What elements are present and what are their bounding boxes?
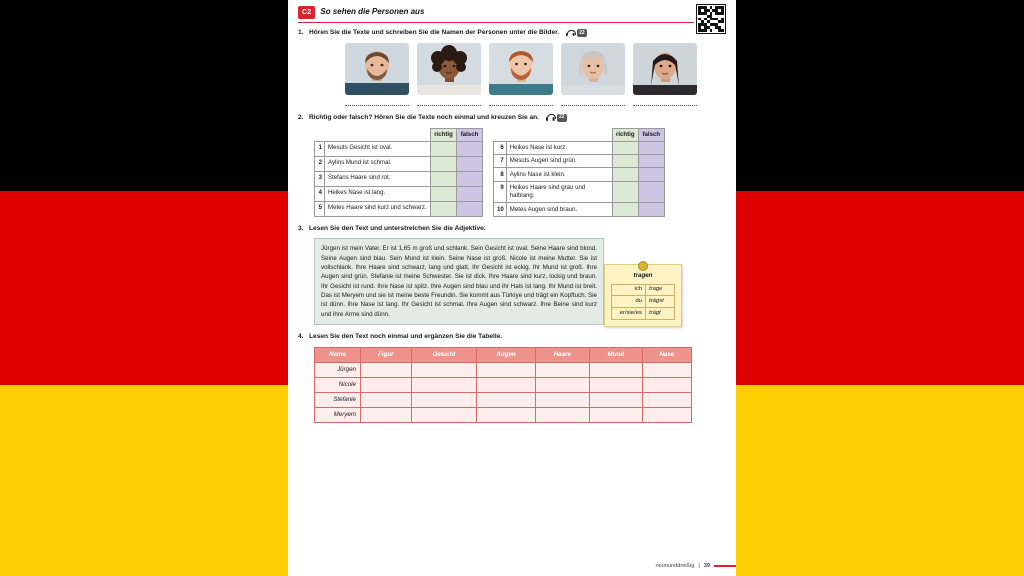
checkbox-richtig[interactable] — [612, 181, 638, 202]
name-blank-4[interactable] — [561, 98, 625, 106]
table-row — [315, 392, 692, 407]
checkbox-richtig[interactable] — [612, 155, 638, 168]
row-label-stefanie: Stefanie — [315, 392, 361, 407]
checkbox-richtig[interactable] — [612, 141, 638, 154]
table-row — [494, 168, 665, 181]
table-row — [612, 308, 675, 320]
task-2-audio[interactable] — [546, 114, 567, 122]
row-number: 10 — [494, 203, 507, 216]
cell-figur[interactable] — [361, 362, 412, 377]
task-2-number: 2. — [298, 113, 304, 121]
table-row — [315, 156, 483, 171]
cell-augen[interactable] — [477, 362, 535, 377]
table-row — [315, 171, 483, 186]
table-row — [494, 155, 665, 168]
cell-nase[interactable] — [642, 392, 691, 407]
cell-figur[interactable] — [361, 377, 412, 392]
table-row — [315, 407, 692, 422]
cell-mund[interactable] — [589, 377, 642, 392]
cell-augen[interactable] — [477, 392, 535, 407]
spacer-cell — [315, 128, 325, 141]
portrait-photo-man-red-hair-beard — [489, 43, 553, 95]
table-row — [494, 181, 665, 202]
row-statement: Mesuts Augen sind grün. — [506, 155, 612, 168]
task-4-number: 4. — [298, 332, 304, 340]
row-statement: Heikes Nase ist lang. — [325, 186, 431, 201]
description-table — [314, 347, 692, 423]
cell-haare[interactable] — [535, 407, 589, 422]
row-statement: Metes Augen sind braun. — [506, 203, 612, 216]
row-label-nicole: Nicole — [315, 377, 361, 392]
checkbox-falsch[interactable] — [457, 201, 483, 216]
cell-augen[interactable] — [477, 377, 535, 392]
worksheet-page — [288, 0, 736, 576]
checkbox-falsch[interactable] — [457, 156, 483, 171]
footer-separator: | — [698, 562, 700, 569]
footer-rule — [714, 565, 736, 567]
name-blank-5[interactable] — [633, 98, 697, 106]
cell-mund[interactable] — [589, 392, 642, 407]
portrait-photo-young-person-long-dark-hair — [633, 43, 697, 95]
task-1-track-number: 22 — [579, 29, 585, 36]
checkbox-falsch[interactable] — [457, 141, 483, 156]
row-statement: Mesuts Gesicht ist oval. — [325, 141, 431, 156]
cell-figur[interactable] — [361, 392, 412, 407]
cell-gesicht[interactable] — [411, 392, 477, 407]
checkbox-richtig[interactable] — [431, 201, 457, 216]
checkbox-falsch[interactable] — [457, 171, 483, 186]
table-row — [494, 203, 665, 216]
checkbox-richtig[interactable] — [612, 168, 638, 181]
checkbox-falsch[interactable] — [457, 186, 483, 201]
cell-nase[interactable] — [642, 377, 691, 392]
cell-nase[interactable] — [642, 407, 691, 422]
row-number: 3 — [315, 171, 325, 186]
row-number: 9 — [494, 181, 507, 202]
checkbox-richtig[interactable] — [431, 141, 457, 156]
page-footer — [655, 563, 736, 570]
headphones-icon — [546, 114, 555, 121]
qr-code-icon — [696, 4, 726, 34]
reading-block — [298, 238, 726, 324]
task-1-text: Hören Sie die Texte und schreiben Sie die Namen der Personen unter die Bilder. — [309, 29, 560, 37]
task-1-number: 1. — [298, 29, 304, 37]
verb-table — [611, 284, 675, 320]
checkbox-falsch[interactable] — [638, 203, 664, 216]
reading-text: Jürgen ist mein Vater. Er ist 1,65 m groß und schlank. Sein Gesicht ist oval. Seine Haare sind blond. Seine Augen sind blau. Sein Mund ist klein. Seine Nase ist groß. Nicole ist meine Mutter. Sie ist vollschlank. Ihre Haare sind schwarz, lang und glatt. Ihr Gesicht ist eckig. Ihr Mund ist groß. Ihre Augen sind grün. Stefanie ist meine Schwester. Sie ist dick. Ihre Haare sind kurz, lockig und braun. Ihr Gesicht ist rund. Ihre Nase ist spitz. Ihre Augen sind blau und ihr Hals ist lang. Ihr Mund ist breit. Das ist Meryem und sie ist meine beste Freundin. Sie kommt aus Türkiye und trägt ein Kopftuch. Sie ist dünn. Ihre Nase ist lang. Ihr Gesicht ist schmal. Ihre Augen sind schwarz. Ihre Beine sind kurz und ihre Arme sind dünn. — [314, 238, 604, 324]
task-3 — [298, 225, 726, 234]
cell-figur[interactable] — [361, 407, 412, 422]
cell-augen[interactable] — [477, 407, 535, 422]
column-header-falsch: falsch — [638, 128, 664, 141]
task-2-track-number: 22 — [558, 114, 565, 121]
cell-gesicht[interactable] — [411, 362, 477, 377]
verb-form: trägst — [646, 296, 675, 308]
task-2 — [298, 114, 726, 123]
verb-note-title: tragen — [633, 272, 653, 280]
task-3-number: 3. — [298, 224, 304, 232]
verb-conjugation-note — [604, 264, 682, 327]
portrait-gallery — [316, 43, 726, 106]
name-blank-1[interactable] — [345, 98, 409, 106]
task-1-audio[interactable] — [566, 29, 587, 37]
row-statement: Metes Haare sind kurz und schwarz. — [325, 201, 431, 216]
checkbox-richtig[interactable] — [431, 156, 457, 171]
table-row — [612, 284, 675, 296]
portrait-card-2 — [417, 43, 481, 106]
verb-pronoun: er/sie/es — [612, 308, 646, 320]
verb-form: trägt — [646, 308, 675, 320]
cell-nase[interactable] — [642, 362, 691, 377]
true-false-table-right — [493, 128, 665, 217]
table-row — [315, 186, 483, 201]
checkbox-falsch[interactable] — [638, 168, 664, 181]
spacer-cell — [325, 128, 431, 141]
row-number: 5 — [315, 201, 325, 216]
cell-gesicht[interactable] — [411, 377, 477, 392]
column-header-richtig: richtig — [612, 128, 638, 141]
footer-page-number: 39 — [703, 562, 710, 569]
row-number: 1 — [315, 141, 325, 156]
portrait-card-1 — [345, 43, 409, 106]
page-header — [298, 6, 694, 23]
name-blank-2[interactable] — [417, 98, 481, 106]
column-header-name: Name — [315, 347, 361, 362]
column-header-falsch: falsch — [457, 128, 483, 141]
row-number: 8 — [494, 168, 507, 181]
true-false-table-left — [314, 128, 483, 217]
task-4 — [298, 333, 726, 342]
section-badge: C2 — [298, 6, 315, 19]
spacer-cell — [494, 128, 507, 141]
cell-haare[interactable] — [535, 362, 589, 377]
table-row — [315, 141, 483, 156]
row-statement: Heikes Haare sind grau und halblang. — [506, 181, 612, 202]
row-number: 4 — [315, 186, 325, 201]
checkbox-richtig[interactable] — [431, 186, 457, 201]
row-number: 2 — [315, 156, 325, 171]
table-row — [315, 201, 483, 216]
checkbox-falsch[interactable] — [638, 141, 664, 154]
verb-pronoun: du — [612, 296, 646, 308]
row-statement: Aylins Mund ist schmal. — [325, 156, 431, 171]
row-number: 7 — [494, 155, 507, 168]
row-statement: Aylins Nase ist klein. — [506, 168, 612, 181]
description-table-wrap — [314, 347, 726, 423]
row-number: 6 — [494, 141, 507, 154]
page-title: So sehen die Personen aus — [320, 7, 425, 17]
row-statement: Stefans Haare sind rot. — [325, 171, 431, 186]
portrait-photo-man-short-brown-hair-beard — [345, 43, 409, 95]
verb-form: trage — [646, 284, 675, 296]
spacer-cell — [506, 128, 612, 141]
task-4-text: Lesen Sie den Text noch einmal und ergänzen Sie die Tabelle. — [309, 332, 503, 340]
column-header-haare: Haare — [535, 347, 589, 362]
task-2-text: Richtig oder falsch? Hören Sie die Texte noch einmal und kreuzen Sie an. — [309, 113, 539, 121]
column-header-mund: Mund — [589, 347, 642, 362]
row-label-juergen: Jürgen — [315, 362, 361, 377]
table-row — [315, 362, 692, 377]
checkbox-falsch[interactable] — [638, 181, 664, 202]
verb-pronoun: ich — [612, 284, 646, 296]
portrait-card-4 — [561, 43, 625, 106]
footer-page-word: neununddreißig — [655, 562, 695, 569]
true-false-section — [314, 128, 726, 217]
column-header-figur: Figur — [361, 347, 412, 362]
cell-mund[interactable] — [589, 407, 642, 422]
table-row — [315, 377, 692, 392]
cell-haare[interactable] — [535, 377, 589, 392]
headphones-icon — [566, 30, 575, 37]
portrait-card-3 — [489, 43, 553, 106]
table-row — [612, 296, 675, 308]
column-header-augen: Augen — [477, 347, 535, 362]
cell-haare[interactable] — [535, 392, 589, 407]
row-label-meryem: Meryem — [315, 407, 361, 422]
column-header-richtig: richtig — [431, 128, 457, 141]
portrait-photo-woman-curly-dark-hair — [417, 43, 481, 95]
task-3-text: Lesen Sie den Text und unterstreichen Sie die Adjektive. — [309, 224, 486, 232]
column-header-gesicht: Gesicht — [411, 347, 477, 362]
row-statement: Heikes Nase ist kurz. — [506, 141, 612, 154]
column-header-nase: Nase — [642, 347, 691, 362]
task-1 — [298, 29, 726, 38]
name-blank-3[interactable] — [489, 98, 553, 106]
checkbox-richtig[interactable] — [431, 171, 457, 186]
cell-mund[interactable] — [589, 362, 642, 377]
portrait-photo-woman-grey-hair — [561, 43, 625, 95]
checkbox-falsch[interactable] — [638, 155, 664, 168]
cell-gesicht[interactable] — [411, 407, 477, 422]
portrait-card-5 — [633, 43, 697, 106]
table-row — [494, 141, 665, 154]
checkbox-richtig[interactable] — [612, 203, 638, 216]
